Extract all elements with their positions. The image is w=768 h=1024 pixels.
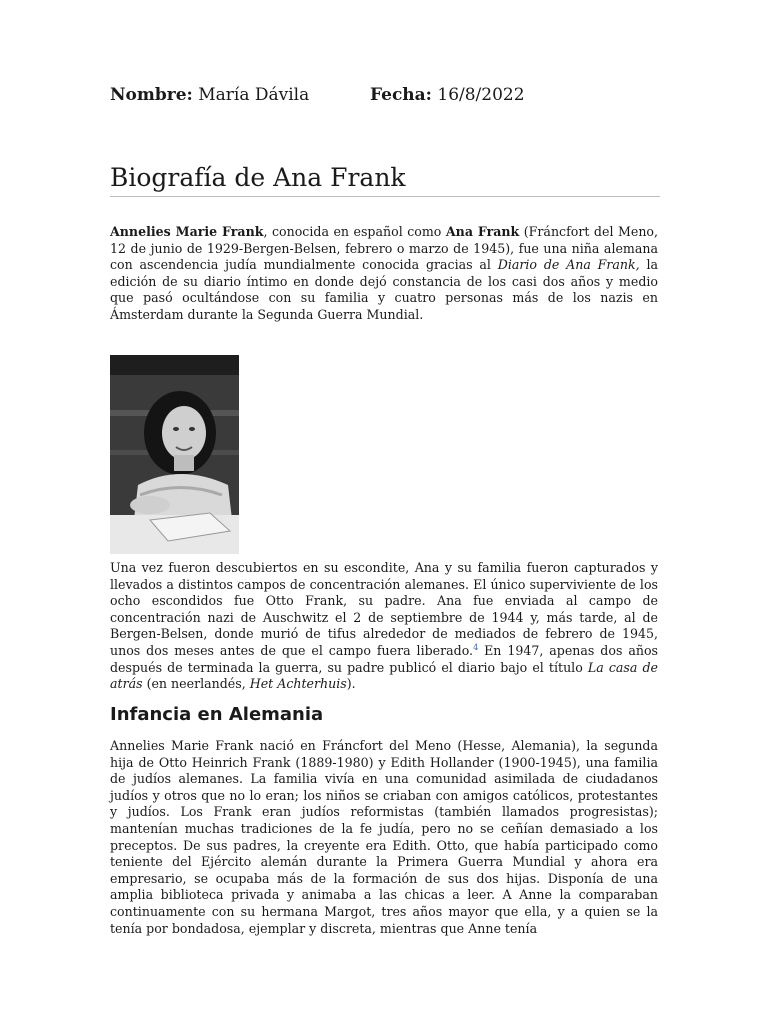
name-label: Nombre: — [110, 85, 193, 105]
intro-bold-name: Annelies Marie Frank — [110, 224, 264, 239]
portrait-photo-icon — [110, 355, 239, 554]
header — [110, 85, 525, 105]
capture-italic-dutch: Het Achterhuis — [249, 676, 347, 692]
date-field — [370, 85, 525, 105]
section-heading: Infancia en Alemania — [110, 704, 324, 725]
page-title: Biografía de Ana Frank — [110, 163, 660, 197]
capture-paragraph — [110, 560, 658, 693]
intro-text-1: , conocida en español como — [263, 224, 446, 239]
intro-italic-title: Diario de Ana Frank, — [497, 257, 640, 273]
capture-text-1: Una vez fueron descubiertos en su escondite, Ana y su familia fueron capturados y llevados a distintos campos de concentración alemanes. El único superviviente de los ocho escondidos fue Otto Frank, su padre. Ana fue enviada al campo de concentración nazi de Auschwitz el 2 de septiembre de 1944 y, más tarde, al de Bergen-Belsen, donde murió de tifus alrededor de mediados de febrero de 1945, unos dos meses antes de que el campo fuera liberado. — [110, 560, 658, 658]
capture-text-4: ). — [346, 676, 356, 692]
name-field — [110, 85, 309, 105]
capture-text-2: En 1947, apenas dos años después de terminada la guerra, su padre publicó el diario bajo el título — [110, 642, 659, 675]
capture-italic-title: La casa de atrás — [110, 659, 658, 692]
intro-text-3: la edición de su diario íntimo en donde dejó constancia de los casi dos años y medio que pasó ocultándose con su familia y cuatro personas más de los nazis en Ámsterdam durante la Segunda Guerra Mundial. — [110, 257, 659, 322]
intro-paragraph — [110, 224, 658, 324]
intro-text-2: (Fráncfort del Meno, 12 de junio de 1929-Bergen-Belsen, febrero o marzo de 1945), fue una niña alemana con ascendencia judía mundialmente conocida gracias al — [110, 224, 659, 273]
footnote-ref[interactable]: 4 — [473, 642, 479, 652]
name-value: María Dávila — [198, 85, 310, 105]
date-value: 16/8/2022 — [437, 85, 525, 105]
intro-bold-alias: Ana Frank — [445, 224, 520, 239]
childhood-paragraph: Annelies Marie Frank nació en Fráncfort del Meno (Hesse, Alemania), la segunda hija de Otto Heinrich Frank (1889-1980) y Edith Hollander (1900-1945), una familia de judíos alemanes. La familia vivía en una comunidad asimilada de ciudadanos judíos y otros que no lo eran; los niños se criaban con amigos católicos, protestantes y judíos. Los Frank eran judíos reformistas (también llamados progresistas); mantenían muchas tradiciones de la fe judía, pero no se ceñían demasiado a los preceptos. De sus padres, la creyente era Edith. Otto, que había participado como teniente del Ejército alemán durante la Primera Guerra Mundial y ahora era empresario, se ocupaba más de la formación de sus dos hijas. Disponía de una amplia biblioteca privada y animaba a las chicas a leer. A Anne la comparaban continuamente con su hermana Margot, tres años mayor que ella, y a quien se la tenía por bondadosa, ejemplar y discreta, mientras que Anne tenía — [110, 738, 658, 936]
date-label: Fecha: — [370, 85, 432, 105]
capture-text-3: (en neerlandés, — [142, 676, 250, 692]
